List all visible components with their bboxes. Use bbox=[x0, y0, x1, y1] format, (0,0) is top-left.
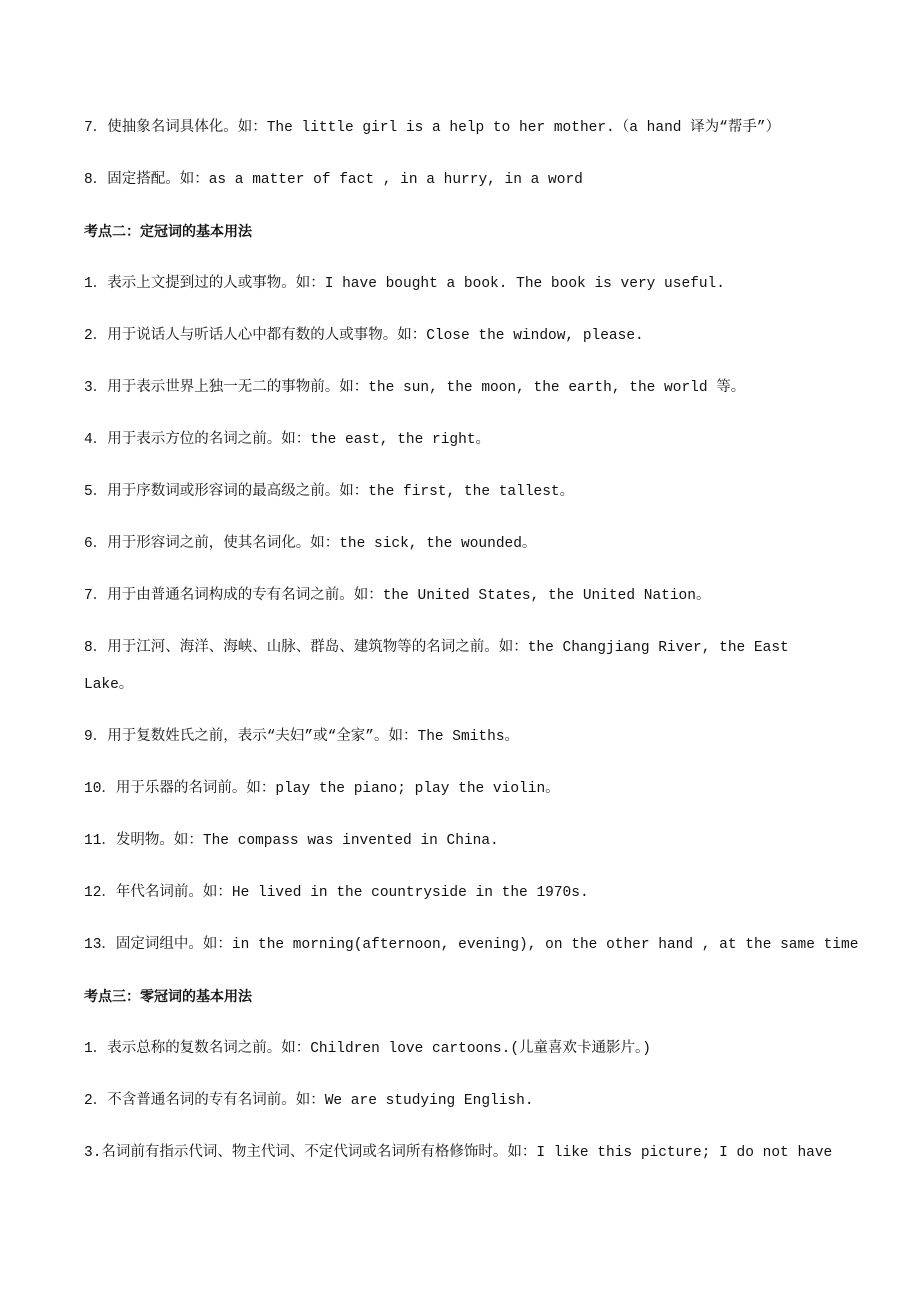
list-item: 2．用于说话人与听话人心中都有数的人或事物。如：Close the window, please. bbox=[84, 328, 644, 344]
list-item-line: 8．用于江河、海洋、海峡、山脉、群岛、建筑物等的名词之前。如：the Changjiang River, the East bbox=[84, 640, 789, 656]
list-item: 9．用于复数姓氏之前，表示“夫妇”或“全家”。如：The Smiths。 bbox=[84, 729, 520, 745]
list-item: 2．不含普通名词的专有名词前。如：We are studying English. bbox=[84, 1093, 534, 1109]
list-item: 4．用于表示方位的名词之前。如：the east, the right。 bbox=[84, 432, 491, 448]
list-item: 1．表示上文提到过的人或事物。如：I have bought a book. The book is very useful. bbox=[84, 276, 725, 292]
list-item: 10．用于乐器的名词前。如：play the piano; play the violin。 bbox=[84, 781, 560, 797]
list-item-line: Lake。 bbox=[84, 677, 134, 693]
list-item: 1．表示总称的复数名词之前。如：Children love cartoons.(儿童喜欢卡通影片。) bbox=[84, 1041, 651, 1057]
list-item: 7．使抽象名词具体化。如：The little girl is a help to her mother.（a hand 译为“帮手”） bbox=[84, 120, 781, 136]
section-heading: 考点二：定冠词的基本用法 bbox=[84, 224, 252, 240]
list-item: 11．发明物。如：The compass was invented in China. bbox=[84, 833, 499, 849]
document-page bbox=[84, 110, 859, 1187]
list-item: 8．固定搭配。如：as a matter of fact , in a hurry, in a word bbox=[84, 172, 583, 188]
list-item: 3．用于表示世界上独一无二的事物前。如：the sun, the moon, the earth, the world 等。 bbox=[84, 380, 746, 396]
list-item: 13．固定词组中。如：in the morning(afternoon, evening), on the other hand , at the same time bbox=[84, 937, 859, 953]
list-item: 7．用于由普通名词构成的专有名词之前。如：the United States, the United Nation。 bbox=[84, 588, 711, 604]
list-item: 6．用于形容词之前，使其名词化。如：the sick, the wounded。 bbox=[84, 536, 537, 552]
list-item: 5．用于序数词或形容词的最高级之前。如：the first, the tallest。 bbox=[84, 484, 575, 500]
list-item: 12．年代名词前。如：He lived in the countryside in the 1970s. bbox=[84, 885, 589, 901]
list-item bbox=[84, 630, 844, 704]
list-item: 3.名词前有指示代词、物主代词、不定代词或名词所有格修饰时。如：I like this picture; I do not have bbox=[84, 1145, 833, 1161]
section-heading: 考点三：零冠词的基本用法 bbox=[84, 989, 252, 1005]
